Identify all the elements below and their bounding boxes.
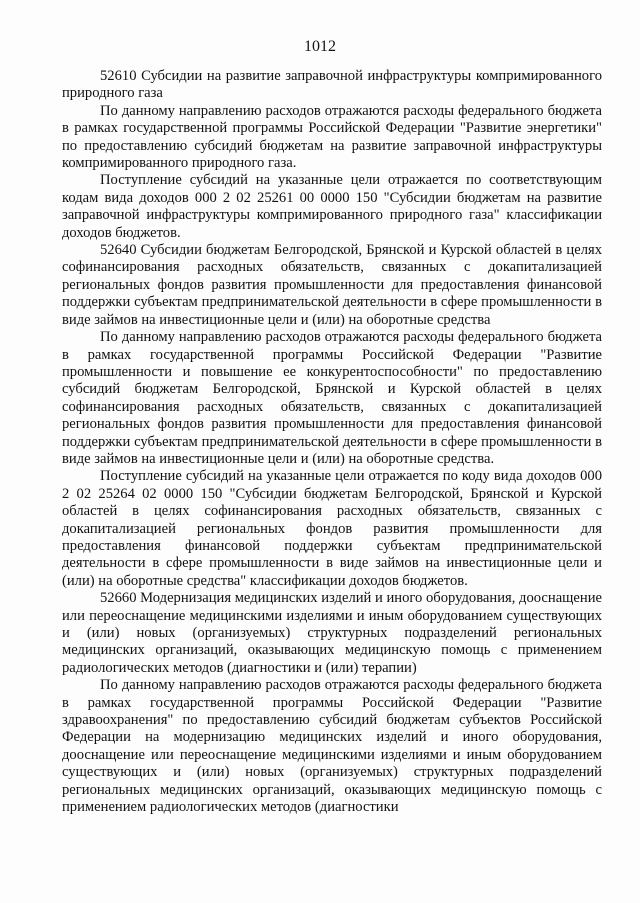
paragraph-52610-heading: 52610 Субсидии на развитие заправочной инфраструктуры компримированного природного газа [62,68,602,102]
paragraph-52640-revenue: Поступление субсидий на указанные цели отражается по коду вида доходов 000 2 02 25264 02 0000 150 "Субсидии бюджетам Белгородской, Брянской и Курской областей в целях софинансирования расходных обязательств, связанных с докапитализацией региональных фондов развития промышленности для предоставления финансовой поддержки субъектам предпринимательской деятельности в сфере промышленности в виде займов на инвестиционные цели и (или) на оборотные средства" классификации доходов бюджетов. [62,468,602,589]
paragraph-52660-heading: 52660 Модернизация медицинских изделий и иного оборудования, дооснащение или переоснащение медицинскими изделиями и иным оборудованием существующих и (или) новых (организуемых) структурных подразделений региональных медицинских организаций, оказывающих медицинскую помощь с применением радиологических методов (диагностики и (или) терапии) [62,590,602,676]
page-number: 1012 [304,38,336,55]
paragraph-52640-heading: 52640 Субсидии бюджетам Белгородской, Брянской и Курской областей в целях софинансирования расходных обязательств, связанных с докапитализацией региональных фондов развития промышленности для предоставления финансовой поддержки субъектам предпринимательской деятельности в сфере промышленности в виде займов на инвестиционные цели и (или) на оборотные средства [62,242,602,328]
document-body [62,68,602,816]
paragraph-52640-expenses: По данному направлению расходов отражаются расходы федерального бюджета в рамках государственной программы Российской Федерации "Развитие промышленности и повышение ее конкурентоспособности" по предоставлению субсидий бюджетам Белгородской, Брянской и Курской областей в целях софинансирования расходных обязательств, связанных с докапитализацией региональных фондов развития промышленности для предоставления финансовой поддержки субъектам предпринимательской деятельности в сфере промышленности в виде займов на инвестиционные цели и (или) на оборотные средства. [62,329,602,467]
paragraph-52660-expenses: По данному направлению расходов отражаются расходы федерального бюджета в рамках государственной программы Российской Федерации "Развитие здравоохранения" по предоставлению субсидий бюджетам субъектов Российской Федерации на модернизацию медицинских изделий и иного оборудования, дооснащение или переоснащение медицинскими изделиями и иным оборудованием существующих и (или) новых (организуемых) структурных подразделений региональных медицинских организаций, оказывающих медицинскую помощь с применением радиологических методов (диагностики [62,677,602,816]
paragraph-52610-revenue: Поступление субсидий на указанные цели отражается по соответствующим кодам вида доходов 000 2 02 25261 00 0000 150 "Субсидии бюджетам на развитие заправочной инфраструктуры компримированного природного газа" классификации доходов бюджетов. [62,172,602,241]
paragraph-52610-expenses: По данному направлению расходов отражаются расходы федерального бюджета в рамках государственной программы Российской Федерации "Развитие энергетики" по предоставлению субсидий бюджетам на развитие заправочной инфраструктуры компримированного природного газа. [62,102,602,172]
